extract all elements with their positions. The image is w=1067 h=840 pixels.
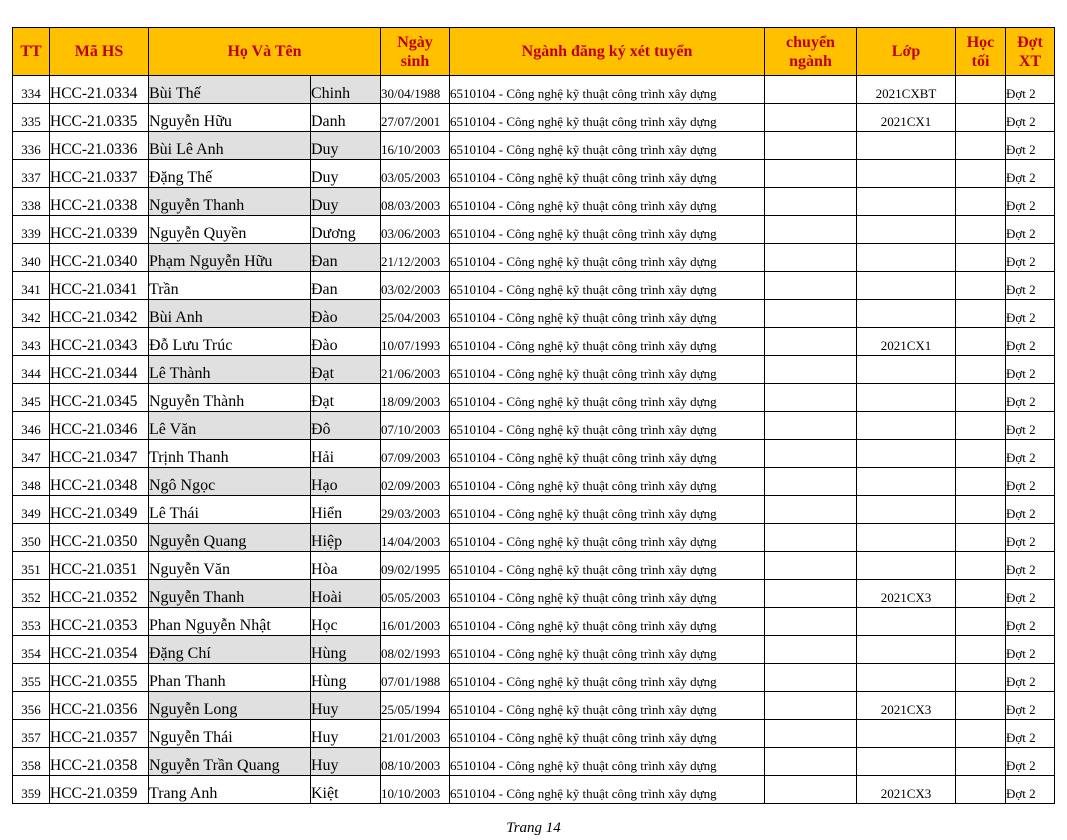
cell-ma-hs: HCC-21.0342 (50, 300, 149, 328)
cell-hoc-toi (956, 468, 1006, 496)
cell-ten: Duy (311, 132, 381, 160)
cell-ma-hs: HCC-21.0355 (50, 664, 149, 692)
cell-ho: Nguyễn Thành (149, 384, 311, 412)
cell-dot-xt: Đợt 2 (1006, 776, 1055, 804)
cell-nganh: 6510104 - Công nghệ kỹ thuật công trình xây dựng (450, 412, 765, 440)
cell-ma-hs: HCC-21.0353 (50, 608, 149, 636)
cell-tt: 354 (13, 636, 50, 664)
table-row (13, 468, 1055, 496)
table-row (13, 664, 1055, 692)
cell-nganh: 6510104 - Công nghệ kỹ thuật công trình xây dựng (450, 580, 765, 608)
cell-chuyen-nganh (765, 524, 857, 552)
cell-nganh: 6510104 - Công nghệ kỹ thuật công trình xây dựng (450, 76, 765, 104)
table-row (13, 720, 1055, 748)
cell-chuyen-nganh (765, 776, 857, 804)
cell-hoc-toi (956, 608, 1006, 636)
cell-ten: Hiển (311, 496, 381, 524)
cell-ten: Hiệp (311, 524, 381, 552)
cell-lop (857, 188, 956, 216)
cell-chuyen-nganh (765, 384, 857, 412)
cell-ho: Trần (149, 272, 311, 300)
cell-ten: Học (311, 608, 381, 636)
cell-dot-xt: Đợt 2 (1006, 76, 1055, 104)
cell-hoc-toi (956, 272, 1006, 300)
cell-chuyen-nganh (765, 216, 857, 244)
cell-dot-xt: Đợt 2 (1006, 328, 1055, 356)
cell-lop: 2021CX1 (857, 328, 956, 356)
cell-hoc-toi (956, 552, 1006, 580)
cell-nganh: 6510104 - Công nghệ kỹ thuật công trình xây dựng (450, 748, 765, 776)
cell-chuyen-nganh (765, 244, 857, 272)
cell-nganh: 6510104 - Công nghệ kỹ thuật công trình xây dựng (450, 188, 765, 216)
cell-hoc-toi (956, 440, 1006, 468)
cell-ho: Nguyễn Thanh (149, 580, 311, 608)
cell-ma-hs: HCC-21.0345 (50, 384, 149, 412)
cell-tt: 349 (13, 496, 50, 524)
header-ngay-sinh: Ngày sinh (381, 28, 450, 76)
cell-lop (857, 440, 956, 468)
cell-ho: Bùi Lê Anh (149, 132, 311, 160)
cell-hoc-toi (956, 636, 1006, 664)
cell-tt: 337 (13, 160, 50, 188)
cell-tt: 358 (13, 748, 50, 776)
cell-lop (857, 524, 956, 552)
cell-chuyen-nganh (765, 496, 857, 524)
cell-ho: Trang Anh (149, 776, 311, 804)
cell-dot-xt: Đợt 2 (1006, 748, 1055, 776)
cell-dot-xt: Đợt 2 (1006, 552, 1055, 580)
cell-ma-hs: HCC-21.0346 (50, 412, 149, 440)
cell-ten: Huy (311, 748, 381, 776)
cell-ngay-sinh: 16/10/2003 (381, 132, 450, 160)
cell-nganh: 6510104 - Công nghệ kỹ thuật công trình xây dựng (450, 244, 765, 272)
cell-ten: Duy (311, 160, 381, 188)
cell-ma-hs: HCC-21.0354 (50, 636, 149, 664)
cell-chuyen-nganh (765, 664, 857, 692)
cell-hoc-toi (956, 76, 1006, 104)
cell-ma-hs: HCC-21.0359 (50, 776, 149, 804)
cell-ho: Bùi Anh (149, 300, 311, 328)
cell-tt: 352 (13, 580, 50, 608)
cell-ten: Danh (311, 104, 381, 132)
table-row (13, 748, 1055, 776)
cell-tt: 340 (13, 244, 50, 272)
cell-ngay-sinh: 07/09/2003 (381, 440, 450, 468)
cell-ho: Bùi Thế (149, 76, 311, 104)
cell-ten: Chinh (311, 76, 381, 104)
cell-ngay-sinh: 08/02/1993 (381, 636, 450, 664)
cell-chuyen-nganh (765, 76, 857, 104)
cell-lop (857, 384, 956, 412)
cell-tt: 336 (13, 132, 50, 160)
cell-ho: Phan Nguyễn Nhật (149, 608, 311, 636)
cell-nganh: 6510104 - Công nghệ kỹ thuật công trình xây dựng (450, 608, 765, 636)
cell-hoc-toi (956, 412, 1006, 440)
page-number: Trang 14 (506, 820, 561, 836)
cell-nganh: 6510104 - Công nghệ kỹ thuật công trình xây dựng (450, 160, 765, 188)
cell-nganh: 6510104 - Công nghệ kỹ thuật công trình xây dựng (450, 440, 765, 468)
table-row (13, 412, 1055, 440)
cell-ho: Ngô Ngọc (149, 468, 311, 496)
cell-ma-hs: HCC-21.0351 (50, 552, 149, 580)
cell-ngay-sinh: 03/05/2003 (381, 160, 450, 188)
table-body (13, 76, 1055, 804)
cell-nganh: 6510104 - Công nghệ kỹ thuật công trình xây dựng (450, 552, 765, 580)
cell-ten: Hùng (311, 664, 381, 692)
cell-ho: Nguyễn Văn (149, 552, 311, 580)
cell-chuyen-nganh (765, 748, 857, 776)
cell-ngay-sinh: 10/10/2003 (381, 776, 450, 804)
cell-chuyen-nganh (765, 272, 857, 300)
cell-nganh: 6510104 - Công nghệ kỹ thuật công trình xây dựng (450, 216, 765, 244)
table-row (13, 580, 1055, 608)
cell-dot-xt: Đợt 2 (1006, 188, 1055, 216)
cell-ngay-sinh: 30/04/1988 (381, 76, 450, 104)
table-row (13, 132, 1055, 160)
cell-ten: Đạt (311, 384, 381, 412)
cell-ngay-sinh: 25/05/1994 (381, 692, 450, 720)
cell-tt: 341 (13, 272, 50, 300)
table-row (13, 188, 1055, 216)
cell-lop (857, 468, 956, 496)
cell-ma-hs: HCC-21.0341 (50, 272, 149, 300)
cell-hoc-toi (956, 384, 1006, 412)
cell-dot-xt: Đợt 2 (1006, 412, 1055, 440)
cell-tt: 339 (13, 216, 50, 244)
cell-ngay-sinh: 07/10/2003 (381, 412, 450, 440)
cell-nganh: 6510104 - Công nghệ kỹ thuật công trình xây dựng (450, 132, 765, 160)
table-header (13, 28, 1055, 76)
cell-ten: Huy (311, 692, 381, 720)
cell-ho: Đặng Thế (149, 160, 311, 188)
cell-chuyen-nganh (765, 636, 857, 664)
cell-tt: 343 (13, 328, 50, 356)
header-hoc-toi: Học tối (956, 28, 1006, 76)
cell-ten: Đan (311, 272, 381, 300)
cell-ho: Trịnh Thanh (149, 440, 311, 468)
cell-ngay-sinh: 02/09/2003 (381, 468, 450, 496)
cell-ho: Lê Văn (149, 412, 311, 440)
cell-ho: Nguyễn Thanh (149, 188, 311, 216)
cell-nganh: 6510104 - Công nghệ kỹ thuật công trình xây dựng (450, 384, 765, 412)
cell-dot-xt: Đợt 2 (1006, 272, 1055, 300)
cell-dot-xt: Đợt 2 (1006, 440, 1055, 468)
cell-dot-xt: Đợt 2 (1006, 132, 1055, 160)
table-row (13, 692, 1055, 720)
cell-ngay-sinh: 05/05/2003 (381, 580, 450, 608)
cell-dot-xt: Đợt 2 (1006, 496, 1055, 524)
cell-lop (857, 748, 956, 776)
cell-ho: Nguyễn Hữu (149, 104, 311, 132)
header-ma-hs: Mã HS (50, 28, 149, 76)
cell-lop: 2021CX3 (857, 776, 956, 804)
cell-ho: Phan Thanh (149, 664, 311, 692)
cell-dot-xt: Đợt 2 (1006, 608, 1055, 636)
table-row (13, 272, 1055, 300)
cell-nganh: 6510104 - Công nghệ kỹ thuật công trình xây dựng (450, 524, 765, 552)
cell-hoc-toi (956, 300, 1006, 328)
cell-tt: 350 (13, 524, 50, 552)
student-table (12, 27, 1055, 804)
cell-lop (857, 356, 956, 384)
cell-chuyen-nganh (765, 552, 857, 580)
cell-ngay-sinh: 10/07/1993 (381, 328, 450, 356)
cell-ma-hs: HCC-21.0338 (50, 188, 149, 216)
cell-ma-hs: HCC-21.0352 (50, 580, 149, 608)
cell-hoc-toi (956, 720, 1006, 748)
cell-lop (857, 664, 956, 692)
cell-lop (857, 636, 956, 664)
cell-ten: Đào (311, 328, 381, 356)
cell-dot-xt: Đợt 2 (1006, 104, 1055, 132)
cell-ngay-sinh: 03/02/2003 (381, 272, 450, 300)
cell-nganh: 6510104 - Công nghệ kỹ thuật công trình xây dựng (450, 636, 765, 664)
cell-hoc-toi (956, 216, 1006, 244)
cell-dot-xt: Đợt 2 (1006, 524, 1055, 552)
cell-hoc-toi (956, 524, 1006, 552)
cell-tt: 345 (13, 384, 50, 412)
cell-nganh: 6510104 - Công nghệ kỹ thuật công trình xây dựng (450, 104, 765, 132)
cell-hoc-toi (956, 188, 1006, 216)
cell-ho: Nguyễn Thái (149, 720, 311, 748)
cell-ma-hs: HCC-21.0343 (50, 328, 149, 356)
cell-ngay-sinh: 09/02/1995 (381, 552, 450, 580)
cell-nganh: 6510104 - Công nghệ kỹ thuật công trình xây dựng (450, 496, 765, 524)
cell-ma-hs: HCC-21.0337 (50, 160, 149, 188)
cell-hoc-toi (956, 356, 1006, 384)
cell-lop (857, 608, 956, 636)
cell-lop: 2021CXBT (857, 76, 956, 104)
cell-tt: 357 (13, 720, 50, 748)
table-row (13, 300, 1055, 328)
cell-ma-hs: HCC-21.0347 (50, 440, 149, 468)
cell-ten: Đào (311, 300, 381, 328)
cell-ten: Hạo (311, 468, 381, 496)
cell-lop (857, 132, 956, 160)
cell-dot-xt: Đợt 2 (1006, 216, 1055, 244)
cell-ngay-sinh: 03/06/2003 (381, 216, 450, 244)
cell-ngay-sinh: 29/03/2003 (381, 496, 450, 524)
cell-lop: 2021CX1 (857, 104, 956, 132)
cell-ngay-sinh: 08/03/2003 (381, 188, 450, 216)
cell-ten: Đạt (311, 356, 381, 384)
cell-ten: Hải (311, 440, 381, 468)
cell-ma-hs: HCC-21.0357 (50, 720, 149, 748)
cell-ten: Hòa (311, 552, 381, 580)
table-row (13, 496, 1055, 524)
cell-nganh: 6510104 - Công nghệ kỹ thuật công trình xây dựng (450, 300, 765, 328)
cell-chuyen-nganh (765, 104, 857, 132)
table-row (13, 216, 1055, 244)
cell-hoc-toi (956, 664, 1006, 692)
cell-ten: Duy (311, 188, 381, 216)
cell-dot-xt: Đợt 2 (1006, 300, 1055, 328)
cell-lop (857, 272, 956, 300)
cell-ngay-sinh: 25/04/2003 (381, 300, 450, 328)
cell-hoc-toi (956, 496, 1006, 524)
cell-ma-hs: HCC-21.0335 (50, 104, 149, 132)
table-row (13, 776, 1055, 804)
cell-dot-xt: Đợt 2 (1006, 720, 1055, 748)
cell-lop (857, 244, 956, 272)
cell-ngay-sinh: 21/01/2003 (381, 720, 450, 748)
cell-tt: 347 (13, 440, 50, 468)
cell-tt: 346 (13, 412, 50, 440)
cell-hoc-toi (956, 132, 1006, 160)
cell-dot-xt: Đợt 2 (1006, 356, 1055, 384)
cell-ho: Lê Thái (149, 496, 311, 524)
cell-dot-xt: Đợt 2 (1006, 664, 1055, 692)
cell-ngay-sinh: 18/09/2003 (381, 384, 450, 412)
cell-chuyen-nganh (765, 412, 857, 440)
table-row (13, 328, 1055, 356)
cell-nganh: 6510104 - Công nghệ kỹ thuật công trình xây dựng (450, 692, 765, 720)
cell-dot-xt: Đợt 2 (1006, 692, 1055, 720)
cell-tt: 344 (13, 356, 50, 384)
cell-ngay-sinh: 21/12/2003 (381, 244, 450, 272)
cell-ma-hs: HCC-21.0350 (50, 524, 149, 552)
table-row (13, 636, 1055, 664)
table-row (13, 104, 1055, 132)
cell-chuyen-nganh (765, 188, 857, 216)
cell-nganh: 6510104 - Công nghệ kỹ thuật công trình xây dựng (450, 468, 765, 496)
cell-ngay-sinh: 16/01/2003 (381, 608, 450, 636)
cell-hoc-toi (956, 160, 1006, 188)
cell-nganh: 6510104 - Công nghệ kỹ thuật công trình xây dựng (450, 776, 765, 804)
cell-lop (857, 496, 956, 524)
cell-ten: Đô (311, 412, 381, 440)
cell-lop (857, 160, 956, 188)
cell-ho: Nguyễn Trần Quang (149, 748, 311, 776)
cell-dot-xt: Đợt 2 (1006, 384, 1055, 412)
cell-chuyen-nganh (765, 328, 857, 356)
cell-tt: 355 (13, 664, 50, 692)
cell-lop: 2021CX3 (857, 580, 956, 608)
cell-chuyen-nganh (765, 720, 857, 748)
cell-tt: 353 (13, 608, 50, 636)
cell-chuyen-nganh (765, 468, 857, 496)
cell-ten: Hoài (311, 580, 381, 608)
header-nganh: Ngành đăng ký xét tuyển (450, 28, 765, 76)
header-lop: Lớp (857, 28, 956, 76)
cell-chuyen-nganh (765, 692, 857, 720)
table-row (13, 76, 1055, 104)
cell-tt: 335 (13, 104, 50, 132)
cell-nganh: 6510104 - Công nghệ kỹ thuật công trình xây dựng (450, 356, 765, 384)
header-dot-xt: Đợt XT (1006, 28, 1055, 76)
cell-lop: 2021CX3 (857, 692, 956, 720)
cell-chuyen-nganh (765, 132, 857, 160)
cell-hoc-toi (956, 776, 1006, 804)
cell-hoc-toi (956, 104, 1006, 132)
cell-chuyen-nganh (765, 300, 857, 328)
cell-ngay-sinh: 21/06/2003 (381, 356, 450, 384)
cell-dot-xt: Đợt 2 (1006, 244, 1055, 272)
cell-lop (857, 552, 956, 580)
table-row (13, 552, 1055, 580)
cell-tt: 348 (13, 468, 50, 496)
cell-ngay-sinh: 07/01/1988 (381, 664, 450, 692)
header-ho-va-ten: Họ Và Tên (149, 28, 381, 76)
table-row (13, 440, 1055, 468)
cell-hoc-toi (956, 328, 1006, 356)
cell-ho: Nguyễn Quyền (149, 216, 311, 244)
cell-ngay-sinh: 08/10/2003 (381, 748, 450, 776)
cell-ngay-sinh: 27/07/2001 (381, 104, 450, 132)
cell-dot-xt: Đợt 2 (1006, 160, 1055, 188)
cell-ho: Đặng Chí (149, 636, 311, 664)
cell-ten: Huy (311, 720, 381, 748)
cell-tt: 334 (13, 76, 50, 104)
table-row (13, 160, 1055, 188)
cell-tt: 338 (13, 188, 50, 216)
cell-ma-hs: HCC-21.0334 (50, 76, 149, 104)
header-chuyen-nganh: chuyển ngành (765, 28, 857, 76)
cell-ho: Phạm Nguyễn Hữu (149, 244, 311, 272)
cell-ma-hs: HCC-21.0339 (50, 216, 149, 244)
cell-chuyen-nganh (765, 580, 857, 608)
cell-tt: 359 (13, 776, 50, 804)
cell-tt: 356 (13, 692, 50, 720)
cell-dot-xt: Đợt 2 (1006, 468, 1055, 496)
cell-ho: Nguyễn Long (149, 692, 311, 720)
table-row (13, 244, 1055, 272)
cell-lop (857, 720, 956, 748)
table-row (13, 384, 1055, 412)
cell-ten: Dương (311, 216, 381, 244)
cell-hoc-toi (956, 580, 1006, 608)
cell-nganh: 6510104 - Công nghệ kỹ thuật công trình xây dựng (450, 720, 765, 748)
cell-ma-hs: HCC-21.0349 (50, 496, 149, 524)
cell-lop (857, 216, 956, 244)
cell-tt: 342 (13, 300, 50, 328)
cell-ma-hs: HCC-21.0344 (50, 356, 149, 384)
cell-ho: Đỗ Lưu Trúc (149, 328, 311, 356)
header-tt: TT (13, 28, 50, 76)
cell-chuyen-nganh (765, 608, 857, 636)
cell-nganh: 6510104 - Công nghệ kỹ thuật công trình xây dựng (450, 664, 765, 692)
table-row (13, 356, 1055, 384)
table-row (13, 524, 1055, 552)
cell-ma-hs: HCC-21.0340 (50, 244, 149, 272)
cell-ten: Hùng (311, 636, 381, 664)
cell-hoc-toi (956, 692, 1006, 720)
cell-ten: Đan (311, 244, 381, 272)
cell-tt: 351 (13, 552, 50, 580)
cell-ho: Nguyễn Quang (149, 524, 311, 552)
cell-chuyen-nganh (765, 160, 857, 188)
cell-hoc-toi (956, 244, 1006, 272)
table-row (13, 608, 1055, 636)
cell-lop (857, 412, 956, 440)
cell-ma-hs: HCC-21.0348 (50, 468, 149, 496)
cell-ma-hs: HCC-21.0336 (50, 132, 149, 160)
cell-ten: Kiệt (311, 776, 381, 804)
cell-chuyen-nganh (765, 356, 857, 384)
cell-dot-xt: Đợt 2 (1006, 580, 1055, 608)
cell-nganh: 6510104 - Công nghệ kỹ thuật công trình xây dựng (450, 272, 765, 300)
cell-ma-hs: HCC-21.0358 (50, 748, 149, 776)
cell-chuyen-nganh (765, 440, 857, 468)
cell-ma-hs: HCC-21.0356 (50, 692, 149, 720)
cell-nganh: 6510104 - Công nghệ kỹ thuật công trình xây dựng (450, 328, 765, 356)
cell-lop (857, 300, 956, 328)
cell-hoc-toi (956, 748, 1006, 776)
cell-ngay-sinh: 14/04/2003 (381, 524, 450, 552)
cell-ho: Lê Thành (149, 356, 311, 384)
cell-dot-xt: Đợt 2 (1006, 636, 1055, 664)
